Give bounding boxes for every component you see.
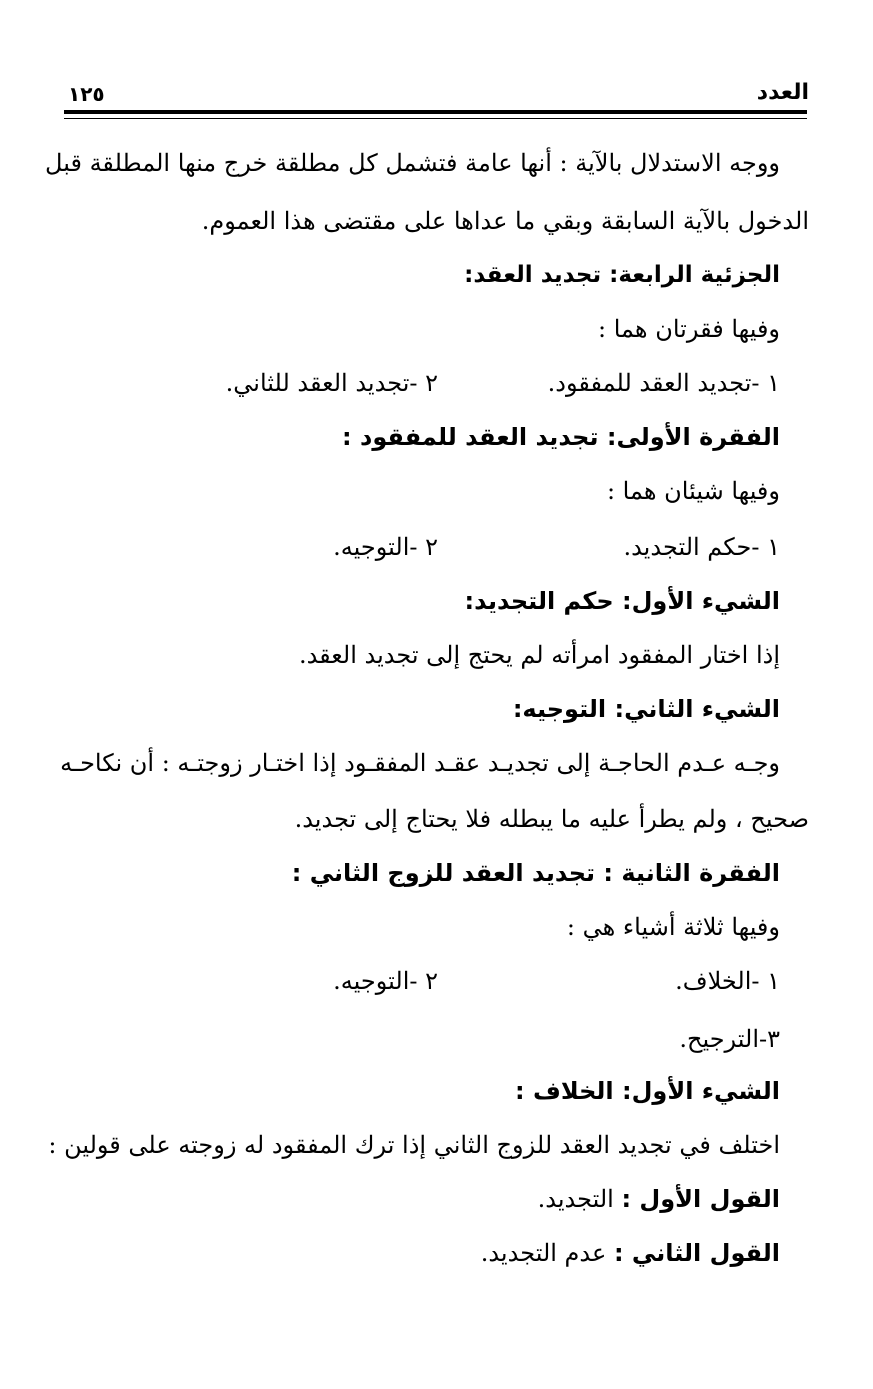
opinion-line: [481, 1236, 780, 1270]
paragraph-line: ووجه الاستدلال بالآية : أنها عامة فتشمل كل مطلقة خرج منها المطلقة قبل: [45, 149, 780, 177]
list-item: ٢ -التوجيه.: [333, 533, 438, 561]
section-heading: الشيء الثاني: التوجيه:: [512, 695, 780, 723]
section-heading: الفقرة الأولى: تجديد العقد للمفقود :: [342, 423, 780, 451]
paragraph-line: وفيها فقرتان هما :: [598, 315, 780, 343]
opinion-label: القول الثاني :: [613, 1239, 780, 1267]
paragraph-line: وجـه عـدم الحاجـة إلى تجديـد عقـد المفقـود إذا اختـار زوجتـه : أن نكاحـه: [60, 749, 780, 777]
list-item: ٢ -التوجيه.: [333, 967, 438, 995]
opinion-text: عدم التجديد.: [480, 1239, 607, 1267]
list-item: ١ -تجديد العقد للمفقود.: [547, 369, 780, 397]
section-heading: الشيء الأول: الخلاف :: [515, 1077, 780, 1105]
paragraph-line: إذا اختار المفقود امرأته لم يحتج إلى تجديد العقد.: [298, 641, 780, 669]
running-header: العدد: [756, 80, 809, 105]
list-item: ١ -حكم التجديد.: [623, 533, 780, 561]
paragraph-line: وفيها ثلاثة أشياء هي :: [566, 913, 780, 941]
opinion-line: [538, 1182, 780, 1216]
paragraph-line: اختلف في تجديد العقد للزوج الثاني إذا ترك المفقود له زوجته على قولين :: [48, 1131, 780, 1159]
opinion-text: التجديد.: [537, 1185, 614, 1213]
section-heading: الفقرة الثانية : تجديد العقد للزوج الثاني :: [291, 859, 780, 887]
list-item: ٢ -تجديد العقد للثاني.: [225, 369, 438, 397]
header-rule-thick: [64, 110, 807, 114]
section-heading: الشيء الأول: حكم التجديد:: [464, 587, 780, 615]
paragraph-line: وفيها شيئان هما :: [606, 477, 780, 505]
list-item: ٣-الترجيح.: [679, 1025, 780, 1053]
opinion-label: القول الأول :: [621, 1185, 780, 1213]
page-number: ١٢٥: [68, 82, 105, 106]
section-heading: الجزئية الرابعة: تجديد العقد:: [464, 262, 780, 288]
list-item: ١ -الخلاف.: [675, 967, 780, 995]
header-rule-thin: [64, 118, 807, 119]
paragraph-line: صحيح ، ولم يطرأ عليه ما يبطله فلا يحتاج إلى تجديد.: [294, 805, 809, 833]
paragraph-line: الدخول بالآية السابقة وبقي ما عداها على مقتضى هذا العموم.: [201, 207, 809, 235]
